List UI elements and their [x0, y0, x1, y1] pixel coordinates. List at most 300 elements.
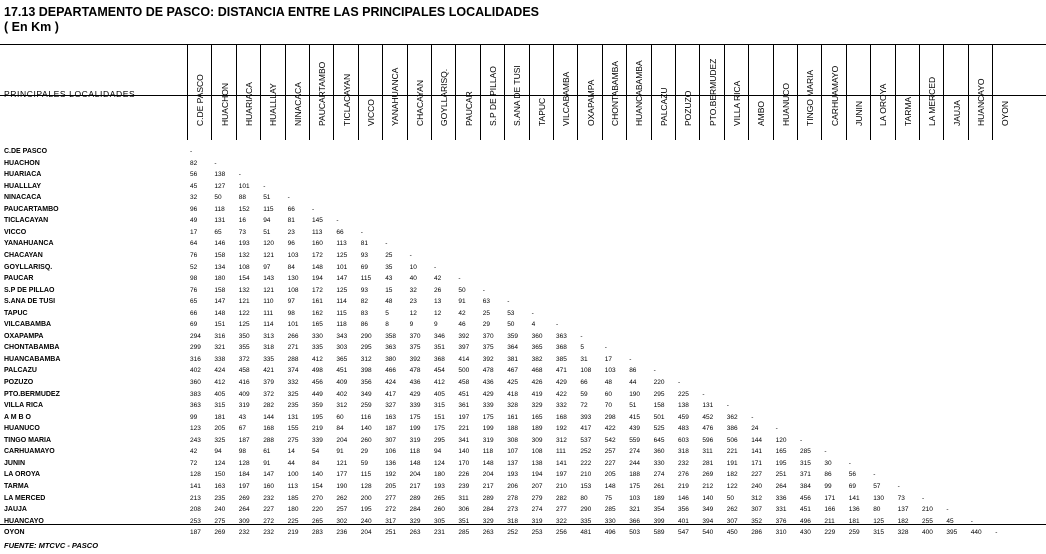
table-cell: 269: [238, 494, 250, 502]
table-cell: 204: [360, 529, 372, 537]
table-cell: 193: [238, 240, 250, 248]
table-cell: 213: [190, 494, 201, 502]
table-cell: 417: [385, 390, 397, 398]
column-header: [651, 45, 676, 140]
table-cell: 80: [580, 494, 588, 502]
distance-table: [0, 44, 1046, 537]
table-cell: 219: [312, 425, 323, 433]
table-cell: 61: [263, 448, 271, 456]
table-cell: 393: [580, 413, 592, 421]
table-cell: 131: [702, 402, 714, 410]
table-cell: 31: [580, 355, 588, 363]
row-label: OXAPAMPA: [4, 332, 44, 340]
table-cell: -: [873, 471, 876, 479]
table-cell: -: [922, 494, 925, 502]
table-cell: 306: [458, 506, 470, 514]
table-cell: 312: [336, 402, 348, 410]
table-cell: 259: [848, 529, 860, 537]
table-cell: 144: [751, 436, 763, 444]
table-cell: 140: [702, 494, 714, 502]
table-cell: 282: [263, 402, 275, 410]
table-cell: 26: [434, 286, 442, 294]
table-cell: 321: [214, 344, 226, 352]
column-header-label: CHACAYAN: [414, 80, 425, 126]
table-cell: 101: [287, 321, 299, 329]
column-header: [968, 45, 993, 140]
table-cell: -: [482, 286, 485, 294]
table-cell: 341: [458, 436, 470, 444]
table-cell: 120: [775, 436, 787, 444]
table-cell: 416: [238, 379, 250, 386]
table-cell: 256: [556, 529, 567, 537]
table-cell: 266: [287, 332, 299, 340]
table-cell: 275: [287, 436, 299, 444]
table-cell: -: [580, 332, 583, 340]
table-cell: 50: [458, 286, 466, 294]
column-header-label: LA MERCED: [927, 76, 938, 126]
table-cell: 244: [629, 459, 641, 467]
table-cell: 402: [190, 367, 201, 375]
table-cell: 148: [604, 482, 616, 490]
table-cell: 94: [214, 448, 222, 456]
column-header-label: OYON: [1000, 100, 1011, 126]
table-cell: 322: [556, 517, 567, 525]
table-cell: 253: [531, 529, 543, 537]
table-cell: 351: [458, 517, 470, 525]
table-cell: 483: [678, 425, 689, 433]
table-cell: 225: [287, 517, 299, 525]
column-header: [675, 45, 700, 140]
table-cell: 152: [238, 205, 250, 213]
table-cell: 148: [409, 459, 421, 467]
column-header: [943, 45, 968, 140]
row-label: JUNIN: [4, 459, 26, 467]
table-cell: 70: [604, 402, 613, 410]
table-cell: 17: [604, 355, 613, 363]
table-cell: 185: [287, 494, 299, 502]
table-cell: 289: [409, 494, 421, 502]
table-cell: 165: [775, 448, 787, 456]
table-cell: 121: [263, 286, 275, 294]
column-header-label: CARHUAMAYO: [829, 65, 840, 126]
table-cell: 73: [238, 228, 247, 236]
table-cell: 417: [580, 425, 592, 433]
table-cell: 125: [873, 517, 885, 525]
row-label: PAUCAR: [4, 275, 34, 283]
column-header: [309, 45, 334, 140]
table-cell: 88: [238, 194, 247, 202]
table-cell: 210: [556, 482, 567, 490]
table-cell: 232: [263, 529, 275, 537]
column-header-label: TARMA: [902, 96, 913, 126]
table-cell: 339: [409, 402, 421, 410]
row-label: TICLACAYAN: [4, 217, 49, 225]
row-label: TAPUC: [4, 309, 28, 317]
table-cell: 361: [458, 402, 470, 410]
table-cell: -: [458, 275, 461, 283]
column-header-label: VILLA RICA: [731, 80, 742, 126]
table-cell: 76: [190, 286, 198, 294]
row-label: CHACAYAN: [4, 251, 43, 259]
table-cell: 276: [678, 471, 689, 479]
table-cell: 14: [287, 448, 295, 456]
table-cell: 99: [190, 413, 198, 421]
table-cell: 138: [214, 171, 226, 179]
column-header: [333, 45, 358, 140]
table-cell: 272: [385, 506, 397, 514]
table-cell: -: [409, 251, 412, 259]
table-cell: 294: [190, 332, 201, 340]
table-cell: 451: [458, 390, 470, 398]
table-cell: 165: [531, 413, 543, 421]
column-header: [211, 45, 236, 140]
table-cell: 84: [287, 263, 295, 271]
table-cell: 468: [531, 367, 543, 375]
table-cell: 120: [263, 240, 275, 248]
table-cell: 69: [360, 263, 369, 271]
table-cell: 151: [434, 413, 445, 421]
table-cell: 125: [238, 321, 250, 329]
table-cell: 42: [458, 309, 466, 317]
table-cell: 299: [190, 344, 201, 352]
table-cell: 43: [238, 413, 247, 421]
table-cell: 103: [287, 251, 299, 259]
table-cell: 108: [580, 367, 592, 375]
table-cell: 284: [482, 506, 494, 514]
table-cell: 66: [580, 379, 588, 386]
table-cell: 108: [287, 286, 299, 294]
table-cell: 124: [214, 459, 226, 467]
table-cell: 187: [385, 425, 397, 433]
table-cell: 59: [360, 459, 369, 467]
column-header-label: CHONTABAMBA: [609, 60, 620, 126]
table-cell: 383: [190, 390, 201, 398]
table-cell: 316: [190, 355, 201, 363]
table-cell: 279: [531, 494, 543, 502]
row-label: GOYLLARISQ.: [4, 263, 53, 271]
column-header: [724, 45, 749, 140]
table-cell: 60: [336, 413, 344, 421]
table-cell: 197: [238, 482, 250, 490]
table-cell: 123: [190, 425, 201, 433]
table-cell: 67: [238, 425, 247, 433]
table-cell: 220: [312, 506, 323, 514]
table-cell: 467: [507, 367, 519, 375]
table-cell: 402: [336, 390, 348, 398]
table-cell: 315: [214, 402, 226, 410]
table-cell: 439: [629, 425, 641, 433]
table-cell: 96: [287, 240, 295, 248]
table-cell: 338: [214, 355, 226, 363]
table-cell: 370: [409, 332, 421, 340]
table-cell: 204: [482, 471, 494, 479]
table-cell: 15: [385, 286, 393, 294]
row-label: HUACHON: [4, 159, 40, 167]
table-cell: 262: [336, 494, 348, 502]
table-cell: 372: [238, 355, 250, 363]
table-cell: 32: [409, 286, 417, 294]
table-cell: 155: [287, 425, 299, 433]
table-cell: 82: [190, 159, 198, 167]
table-cell: 160: [312, 240, 323, 248]
table-cell: 146: [214, 240, 226, 248]
table-cell: 189: [653, 494, 665, 502]
table-cell: 168: [556, 413, 567, 421]
table-cell: 51: [263, 228, 271, 236]
table-cell: 277: [385, 494, 397, 502]
table-cell: 29: [482, 321, 491, 329]
table-cell: 525: [653, 425, 665, 433]
table-cell: 351: [434, 344, 445, 352]
table-cell: 17: [190, 228, 198, 236]
table-cell: 272: [263, 517, 275, 525]
table-cell: 240: [360, 517, 372, 525]
table-cell: 371: [800, 471, 811, 479]
table-cell: 45: [946, 517, 954, 525]
table-cell: 180: [434, 471, 445, 479]
table-cell: 454: [434, 367, 445, 375]
table-cell: -: [360, 228, 363, 236]
table-cell: 103: [604, 367, 616, 375]
table-cell: 325: [214, 436, 226, 444]
column-header-label: HUANCABAMBA: [634, 60, 645, 126]
table-cell: 349: [360, 390, 372, 398]
row-label: S.ANA DE TUSI: [4, 298, 56, 306]
table-cell: 204: [409, 471, 421, 479]
table-cell: 121: [238, 298, 250, 306]
table-cell: 160: [263, 482, 275, 490]
table-cell: 147: [336, 275, 348, 283]
table-cell: 363: [556, 332, 567, 340]
table-cell: -: [214, 159, 217, 167]
table-cell: 422: [604, 425, 616, 433]
table-cell: 243: [190, 436, 201, 444]
source-note: FUENTE: MTCVC - PASCO: [4, 541, 99, 550]
row-label: HUANCABAMBA: [4, 355, 61, 363]
table-cell: 108: [238, 263, 250, 271]
table-cell: 118: [214, 205, 225, 213]
table-cell: 429: [556, 379, 567, 386]
table-cell: 429: [482, 390, 494, 398]
table-cell: 101: [336, 263, 348, 271]
table-cell: 140: [458, 448, 470, 456]
table-cell: 24: [751, 425, 759, 433]
table-cell: 91: [336, 448, 344, 456]
table-cell: -: [190, 148, 193, 155]
column-header: [773, 45, 798, 140]
table-cell: 199: [482, 425, 494, 433]
table-cell: 128: [238, 459, 250, 467]
table-cell: 328: [897, 529, 909, 537]
table-cell: 115: [263, 205, 274, 213]
table-cell: -: [336, 217, 339, 225]
table-cell: 458: [238, 367, 250, 375]
table-cell: 426: [531, 379, 543, 386]
table-cell: 171: [824, 494, 836, 502]
table-cell: 252: [507, 529, 519, 537]
table-cell: 13: [434, 298, 442, 306]
table-cell: 257: [336, 506, 348, 514]
table-cell: 451: [800, 506, 811, 514]
table-cell: -: [263, 182, 266, 190]
row-label: LA OROYA: [4, 471, 41, 479]
table-cell: 418: [507, 390, 519, 398]
table-cell: 405: [434, 390, 445, 398]
column-header-label: PALCAZU: [658, 87, 669, 126]
table-cell: 12: [409, 309, 417, 317]
table-cell: 12: [434, 309, 442, 317]
table-cell: 332: [556, 402, 567, 410]
table-cell: -: [726, 402, 729, 410]
table-cell: 29: [360, 448, 369, 456]
table-cell: 284: [409, 506, 421, 514]
table-cell: 204: [336, 436, 348, 444]
table-cell: 312: [360, 355, 372, 363]
row-label: OYON: [4, 529, 25, 537]
table-cell: 240: [214, 506, 226, 514]
table-cell: 274: [629, 448, 641, 456]
table-cell: 380: [385, 355, 397, 363]
table-cell: 424: [385, 379, 397, 386]
table-cell: 363: [190, 402, 201, 410]
table-cell: 259: [360, 402, 372, 410]
column-header-label: VILCABAMBA: [561, 71, 572, 126]
table-cell: 161: [312, 298, 323, 306]
table-cell: 400: [922, 529, 933, 537]
table-cell: 559: [629, 436, 641, 444]
table-cell: 265: [312, 517, 323, 525]
table-cell: 392: [482, 355, 494, 363]
column-header: [602, 45, 627, 140]
table-cell: 235: [287, 402, 299, 410]
table-cell: 197: [556, 471, 567, 479]
column-header: [577, 45, 602, 140]
table-cell: 360: [190, 379, 201, 386]
table-cell: -: [653, 367, 656, 375]
table-cell: 4: [531, 321, 536, 329]
table-cell: 65: [214, 228, 222, 236]
table-cell: 136: [848, 506, 860, 514]
table-cell: 288: [263, 436, 275, 444]
table-cell: 82: [360, 298, 369, 306]
table-cell: 235: [214, 494, 226, 502]
header-divider: [0, 95, 1046, 96]
table-cell: 359: [507, 332, 519, 340]
table-cell: 144: [263, 413, 275, 421]
table-cell: 63: [482, 298, 491, 306]
table-cell: 93: [360, 286, 369, 294]
table-cell: 199: [409, 425, 421, 433]
table-cell: 414: [458, 355, 470, 363]
table-cell: 162: [312, 309, 323, 317]
table-cell: 330: [604, 517, 616, 525]
table-cell: 180: [214, 275, 226, 283]
table-cell: 452: [702, 413, 714, 421]
table-cell: 330: [312, 332, 323, 340]
column-header-label: TAPUC: [536, 97, 547, 126]
table-cell: 136: [385, 459, 397, 467]
table-cell: 415: [629, 413, 641, 421]
table-cell: 285: [800, 448, 811, 456]
table-cell: 111: [556, 448, 566, 456]
table-cell: 302: [336, 517, 348, 525]
table-cell: 195: [312, 413, 323, 421]
row-label: S.P DE PILLAO: [4, 286, 55, 294]
table-cell: 368: [556, 344, 567, 352]
column-header: [285, 45, 310, 140]
table-cell: 158: [214, 286, 226, 294]
table-cell: 315: [873, 529, 885, 537]
table-cell: 188: [629, 471, 641, 479]
table-cell: 317: [385, 517, 397, 525]
table-cell: -: [800, 436, 803, 444]
table-cell: 81: [360, 240, 369, 248]
table-cell: -: [287, 194, 290, 202]
column-header-label: TICLACAYAN: [341, 73, 352, 126]
table-cell: 459: [678, 413, 689, 421]
table-cell: 158: [653, 402, 665, 410]
table-cell: 253: [190, 517, 201, 525]
header-label: PRINCIPALES LOCALIDADES: [4, 89, 136, 99]
table-cell: 194: [312, 275, 323, 283]
table-cell: 269: [214, 529, 226, 537]
row-label: CARHUAMAYO: [4, 448, 55, 456]
table-cell: 50: [214, 194, 222, 202]
column-header: [529, 45, 554, 140]
table-cell: 166: [824, 506, 836, 514]
column-header-label: S.P DE PILLAO: [487, 66, 498, 126]
table-cell: 192: [556, 425, 567, 433]
table-cell: 381: [507, 355, 519, 363]
table-cell: 227: [751, 471, 763, 479]
table-cell: 421: [263, 367, 275, 375]
table-cell: 146: [678, 494, 689, 502]
table-cell: 163: [214, 482, 226, 490]
table-cell: 542: [604, 436, 616, 444]
table-cell: 200: [360, 494, 372, 502]
table-cell: 366: [629, 517, 641, 525]
table-cell: 91: [458, 298, 466, 306]
table-cell: 172: [312, 251, 323, 259]
table-cell: 239: [458, 482, 470, 490]
table-cell: 220: [653, 379, 665, 386]
table-cell: 190: [336, 482, 348, 490]
table-cell: 589: [653, 529, 665, 537]
table-cell: -: [751, 413, 754, 421]
table-cell: 114: [263, 321, 274, 329]
table-cell: 69: [190, 321, 198, 329]
table-cell: 436: [482, 379, 494, 386]
table-cell: 130: [287, 275, 299, 283]
table-cell: 180: [287, 506, 299, 514]
row-label: VILCABAMBA: [4, 321, 52, 329]
table-cell: 425: [507, 379, 519, 386]
column-header-label: PTO.BERMUDEZ: [707, 58, 718, 126]
table-cell: 141: [751, 448, 763, 456]
table-cell: 429: [409, 390, 421, 398]
table-cell: 107: [507, 448, 519, 456]
table-cell: 360: [653, 448, 665, 456]
table-cell: 190: [629, 390, 641, 398]
table-cell: 319: [238, 402, 250, 410]
table-cell: 46: [458, 321, 466, 329]
table-cell: 66: [336, 228, 344, 236]
table-cell: 318: [678, 448, 689, 456]
column-header-label: JAUJA: [951, 100, 962, 126]
table-cell: 496: [800, 517, 811, 525]
table-cell: 72: [190, 459, 198, 467]
table-cell: 128: [190, 471, 201, 479]
